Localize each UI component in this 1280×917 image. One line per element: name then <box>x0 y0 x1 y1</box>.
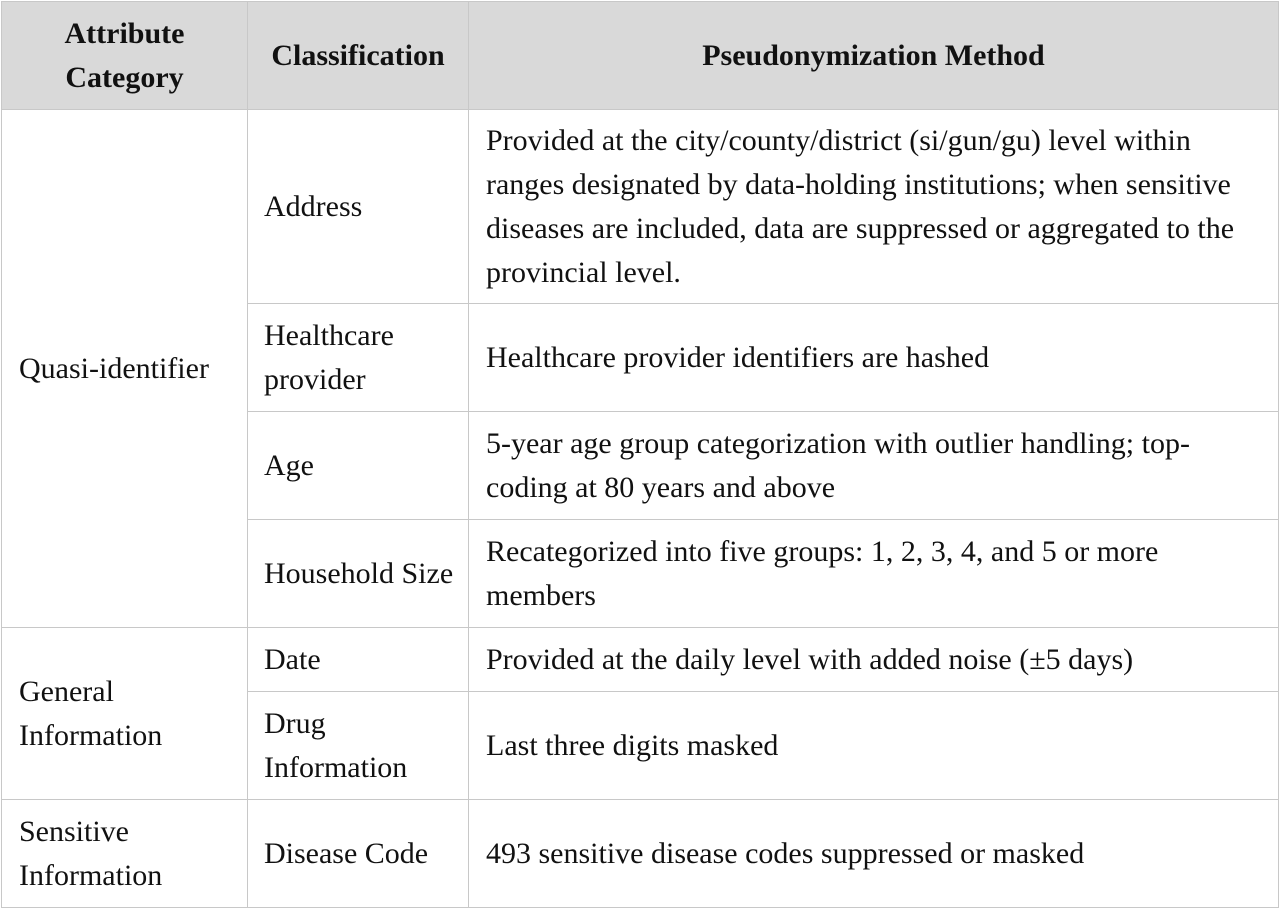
classification-cell: Age <box>248 412 469 520</box>
method-cell: Provided at the daily level with added noise (±5 days) <box>469 628 1279 692</box>
category-cell-sensitive-information: Sensitive Information <box>2 800 248 908</box>
category-cell-general-information: General Information <box>2 628 248 800</box>
table-body <box>2 110 1279 908</box>
method-cell: Last three digits masked <box>469 692 1279 800</box>
classification-cell: Disease Code <box>248 800 469 908</box>
table-row <box>2 628 1279 692</box>
header-classification: Classification <box>248 2 469 110</box>
table-header <box>2 2 1279 110</box>
method-cell: 5-year age group categorization with outlier handling; top-coding at 80 years and above <box>469 412 1279 520</box>
classification-cell: Drug Information <box>248 692 469 800</box>
header-method: Pseudonymization Method <box>469 2 1279 110</box>
table-row <box>2 800 1279 908</box>
method-cell: 493 sensitive disease codes suppressed or masked <box>469 800 1279 908</box>
classification-cell: Healthcare provider <box>248 304 469 412</box>
pseudonymization-table <box>1 1 1279 908</box>
table-row <box>2 110 1279 304</box>
classification-cell: Date <box>248 628 469 692</box>
classification-cell: Household Size <box>248 520 469 628</box>
method-cell: Recategorized into five groups: 1, 2, 3, 4, and 5 or more members <box>469 520 1279 628</box>
category-cell-quasi-identifier: Quasi-identifier <box>2 110 248 628</box>
method-cell: Provided at the city/county/district (si/gun/gu) level within ranges designated by data-holding institutions; when sensitive diseases are included, data are suppressed or aggregated to the provincial level. <box>469 110 1279 304</box>
method-cell: Healthcare provider identifiers are hashed <box>469 304 1279 412</box>
header-attribute-category: Attribute Category <box>2 2 248 110</box>
classification-cell: Address <box>248 110 469 304</box>
header-row <box>2 2 1279 110</box>
